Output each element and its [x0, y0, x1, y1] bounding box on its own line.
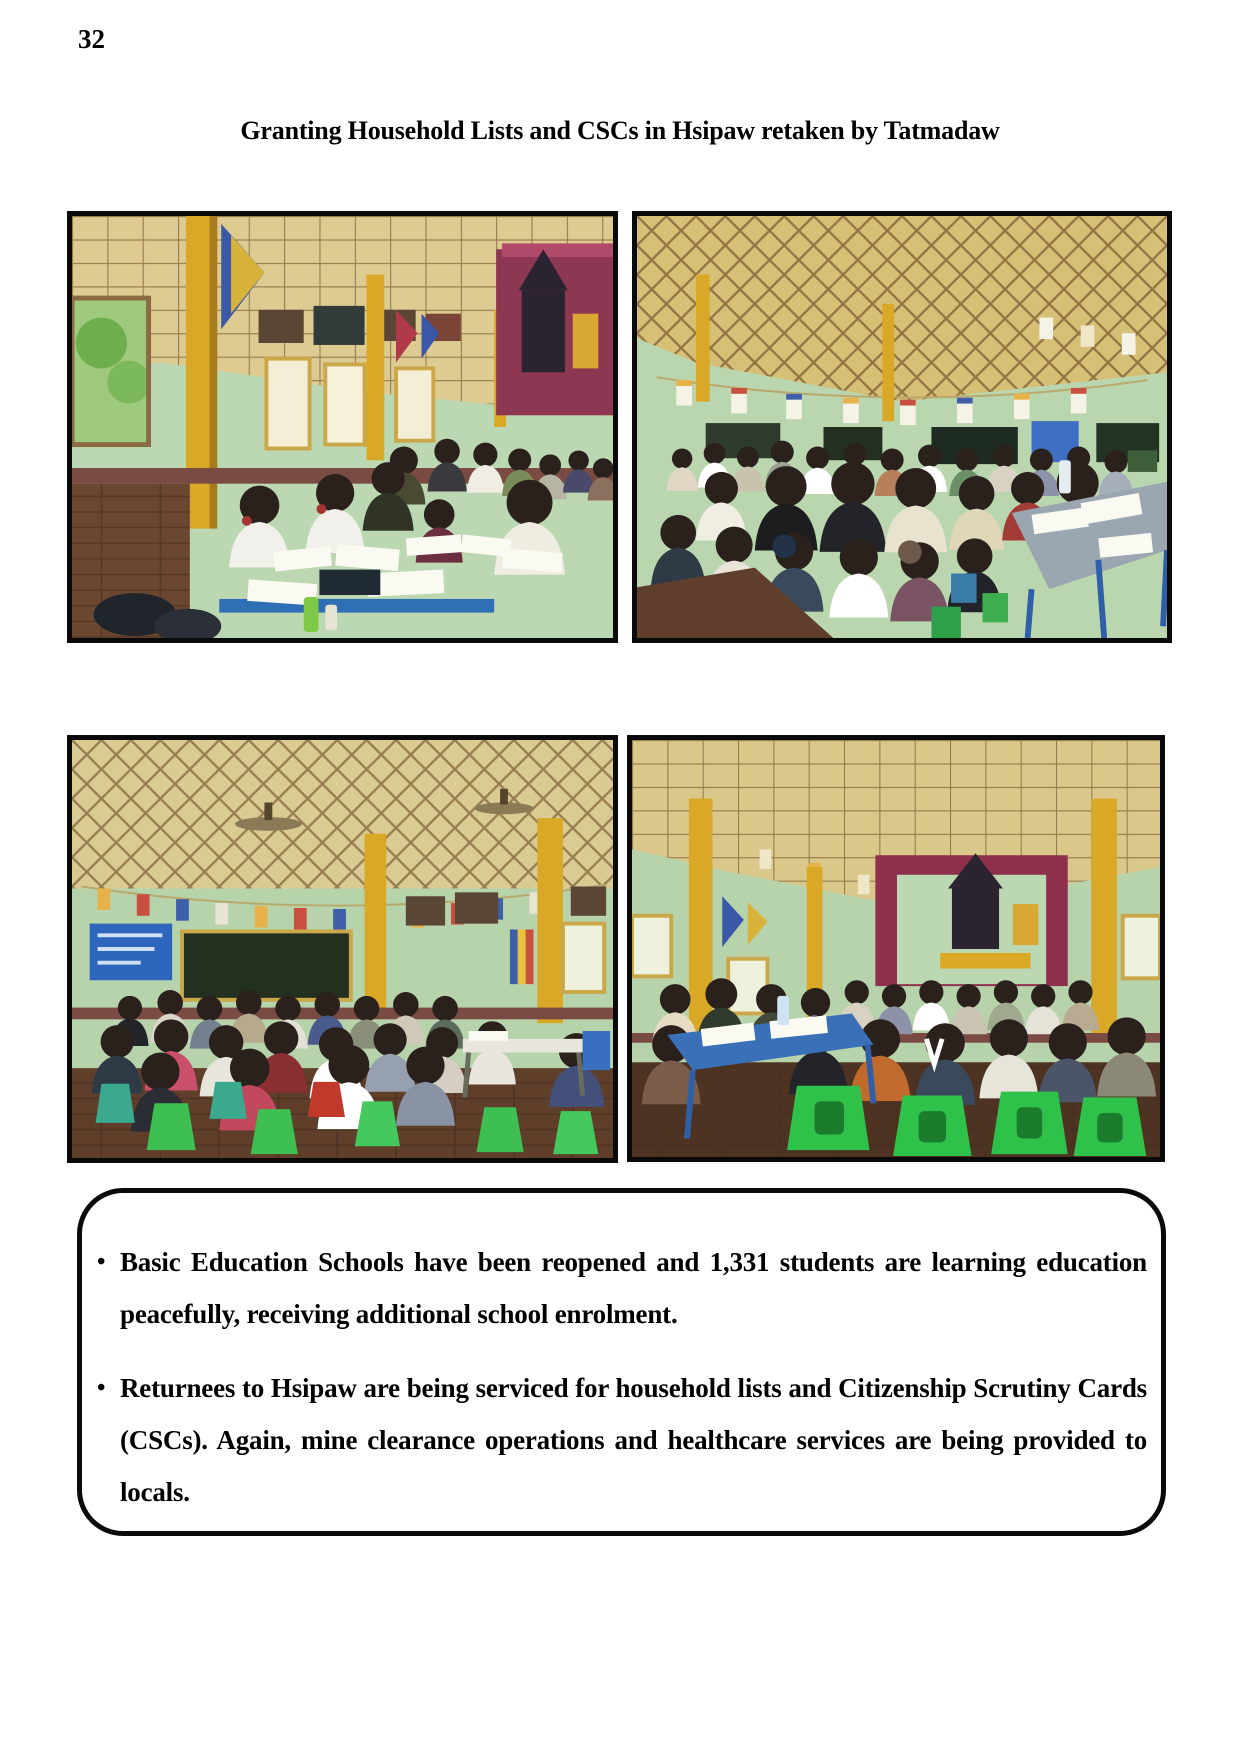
photo-b-scene	[637, 216, 1167, 638]
bullet-item-returnees	[97, 1362, 1147, 1518]
photo-crowd-waiting	[632, 211, 1172, 643]
bullet-text-education: Basic Education Schools have been reopened and 1,331 students are learning education peacefully, receiving additional school enrolment.	[120, 1247, 1147, 1329]
bullet-marker: •	[97, 1375, 106, 1401]
page-title: Granting Household Lists and CSCs in Hsipaw retaken by Tatmadaw	[240, 116, 1000, 145]
bullet-item-education	[97, 1236, 1147, 1340]
shrine-curtain	[496, 243, 613, 415]
bullet-text-returnees: Returnees to Hsipaw are being serviced for household lists and Citizenship Scrutiny Cards (CSCs). Again, mine clearance operations and healthcare services are being provided to locals.	[120, 1373, 1147, 1507]
photo-d-scene	[632, 740, 1160, 1157]
photo-a-scene	[72, 216, 613, 638]
buddhist-flag	[510, 929, 534, 984]
shrine-area	[875, 853, 1067, 986]
ceiling	[72, 740, 613, 888]
page-number: 32	[78, 24, 105, 54]
photo-c-scene	[72, 740, 613, 1158]
photo-officials-processing	[67, 211, 618, 643]
photo-hall-shrine-tables	[627, 735, 1165, 1162]
windows	[266, 359, 433, 449]
summary-callout-box	[77, 1188, 1166, 1536]
photo-seated-crowd-stools	[67, 735, 618, 1163]
bullet-marker: •	[97, 1249, 106, 1275]
